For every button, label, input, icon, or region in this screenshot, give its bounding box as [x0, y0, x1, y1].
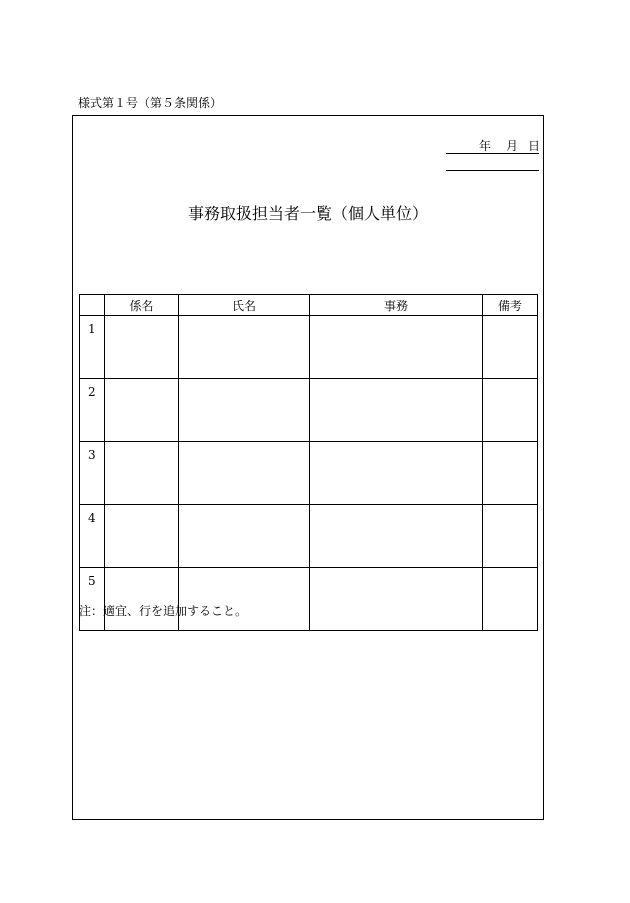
work-cell[interactable]	[310, 379, 483, 442]
header-department: 係名	[105, 295, 179, 316]
table-row	[80, 505, 538, 568]
table-row	[80, 568, 538, 631]
name-cell[interactable]	[179, 505, 310, 568]
department-cell[interactable]	[105, 442, 179, 505]
row-number: 2	[80, 379, 105, 442]
table-row	[80, 379, 538, 442]
department-cell[interactable]	[105, 379, 179, 442]
table-row	[80, 316, 538, 379]
footnote: 注：適宜、行を追加すること。	[79, 604, 248, 618]
header-name: 氏名	[179, 295, 310, 316]
work-cell[interactable]	[310, 316, 483, 379]
name-cell[interactable]	[179, 316, 310, 379]
signature-line[interactable]	[446, 170, 539, 171]
department-cell[interactable]	[105, 505, 179, 568]
date-day-label: 日	[528, 139, 541, 153]
notes-cell[interactable]	[483, 568, 538, 631]
form-number: 様式第１号（第５条関係）	[78, 96, 223, 110]
date-year-label: 年	[479, 139, 492, 153]
notes-cell[interactable]	[483, 379, 538, 442]
header-work: 事務	[310, 295, 483, 316]
header-number	[80, 295, 105, 316]
notes-cell[interactable]	[483, 442, 538, 505]
name-cell[interactable]	[179, 568, 310, 631]
work-cell[interactable]	[310, 505, 483, 568]
notes-cell[interactable]	[483, 505, 538, 568]
row-number: 1	[80, 316, 105, 379]
department-cell[interactable]	[105, 568, 179, 631]
row-number: 3	[80, 442, 105, 505]
name-cell[interactable]	[179, 442, 310, 505]
table-row	[80, 442, 538, 505]
department-cell[interactable]	[105, 316, 179, 379]
date-field[interactable]	[446, 139, 539, 154]
work-cell[interactable]	[310, 568, 483, 631]
document-title: 事務取扱担当者一覧（個人単位）	[187, 204, 428, 223]
table-header-row	[80, 295, 538, 316]
row-number: 5	[80, 568, 105, 631]
header-notes: 備考	[483, 295, 538, 316]
row-number: 4	[80, 505, 105, 568]
staff-table	[79, 294, 538, 631]
name-cell[interactable]	[179, 379, 310, 442]
date-month-label: 月	[506, 139, 519, 153]
notes-cell[interactable]	[483, 316, 538, 379]
work-cell[interactable]	[310, 442, 483, 505]
